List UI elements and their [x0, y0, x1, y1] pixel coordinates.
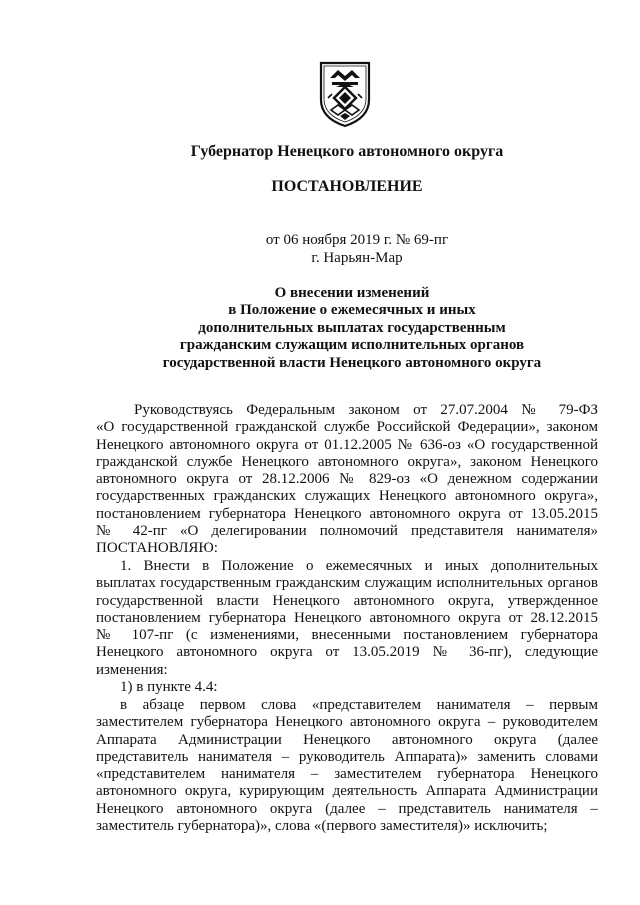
text-line: в абзаце первом слова «представителем нанимателя – первым: [120, 697, 598, 713]
date-number: от 06 ноября 2019 г. № 69-пг: [265, 232, 449, 248]
amendment-paragraph: [96, 697, 598, 835]
text-line: Ненецкого автономного округа (далее – представитель нанимателя –: [96, 800, 598, 817]
text-line: гражданской службе Ненецкого автономного округа», законом Ненецкого: [96, 453, 598, 470]
text-line: «представителем нанимателя – заместителем губернатора Ненецкого: [96, 766, 598, 783]
text-line: постановлением губернатора Ненецкого автономного округа от 13.05.2015: [96, 505, 598, 522]
text-line: представитель нанимателя – руководитель Аппарата)» заменить словами: [96, 748, 598, 765]
preamble-paragraph: [96, 402, 598, 558]
text-line: № 107-пг (с изменениями, внесенными постановлением губернатора: [96, 627, 598, 644]
text-line: постановлением губернатора Ненецкого автономного округа от 28.12.2015: [96, 609, 598, 626]
item-1-paragraph: [96, 558, 598, 679]
doc-title-line: в Положение о ежемесячных и иных: [228, 302, 476, 318]
coat-of-arms-icon: [318, 60, 372, 128]
subitem-1: [96, 679, 598, 696]
text-line: Аппарата Администрации Ненецкого автономного округа (далее: [96, 731, 598, 748]
text-line: Руководствуясь Федеральным законом от 27.07.2004 № 79-ФЗ: [134, 402, 598, 418]
text-line: заместитель губернатора)», слова «(первого заместителя)» исключить;: [96, 818, 548, 835]
doc-title-line: О внесении изменений: [274, 285, 430, 301]
doc-title-line: государственной власти Ненецкого автономного округа: [162, 355, 542, 371]
issuer-title: Губернатор Ненецкого автономного округа: [190, 143, 504, 160]
text-line: № 42-пг «О делегировании полномочий представителя нанимателя»: [96, 523, 598, 540]
text-line: Ненецкого автономного округа от 13.05.2019 № 36-пг), следующие: [96, 644, 598, 661]
text-line: ПОСТАНОВЛЯЮ:: [96, 540, 218, 557]
doc-title-line: дополнительных выплатах государственным: [198, 320, 506, 336]
text-line: Ненецкого автономного округа от 01.12.2005 № 636-оз «О государственной: [96, 436, 598, 453]
text-line: 1) в пункте 4.4:: [120, 679, 218, 695]
doc-title-line: гражданским служащим исполнительных органов: [179, 337, 525, 353]
text-line: выплатах государственным гражданским служащим исполнительных органов: [96, 575, 598, 592]
text-line: автономного округа от 28.12.2006 № 829-оз «О денежном содержании: [96, 471, 598, 488]
text-line: заместителем губернатора Ненецкого автономного округа – руководителем: [96, 714, 598, 731]
place: г. Нарьян-Мар: [311, 250, 403, 266]
text-line: изменения:: [96, 661, 168, 678]
text-line: государственных гражданских служащих Ненецкого автономного округа»,: [96, 488, 598, 505]
text-line: 1. Внести в Положение о ежемесячных и иных дополнительных: [120, 558, 598, 574]
text-line: «О государственной гражданской службе Российской Федерации», законом: [96, 419, 598, 436]
text-line: государственной власти Ненецкого автономного округа, утвержденное: [96, 592, 598, 609]
text-line: автономного округа, курирующим деятельность Аппарата Администрации: [96, 783, 598, 800]
document-type: ПОСТАНОВЛЕНИЕ: [271, 178, 423, 195]
